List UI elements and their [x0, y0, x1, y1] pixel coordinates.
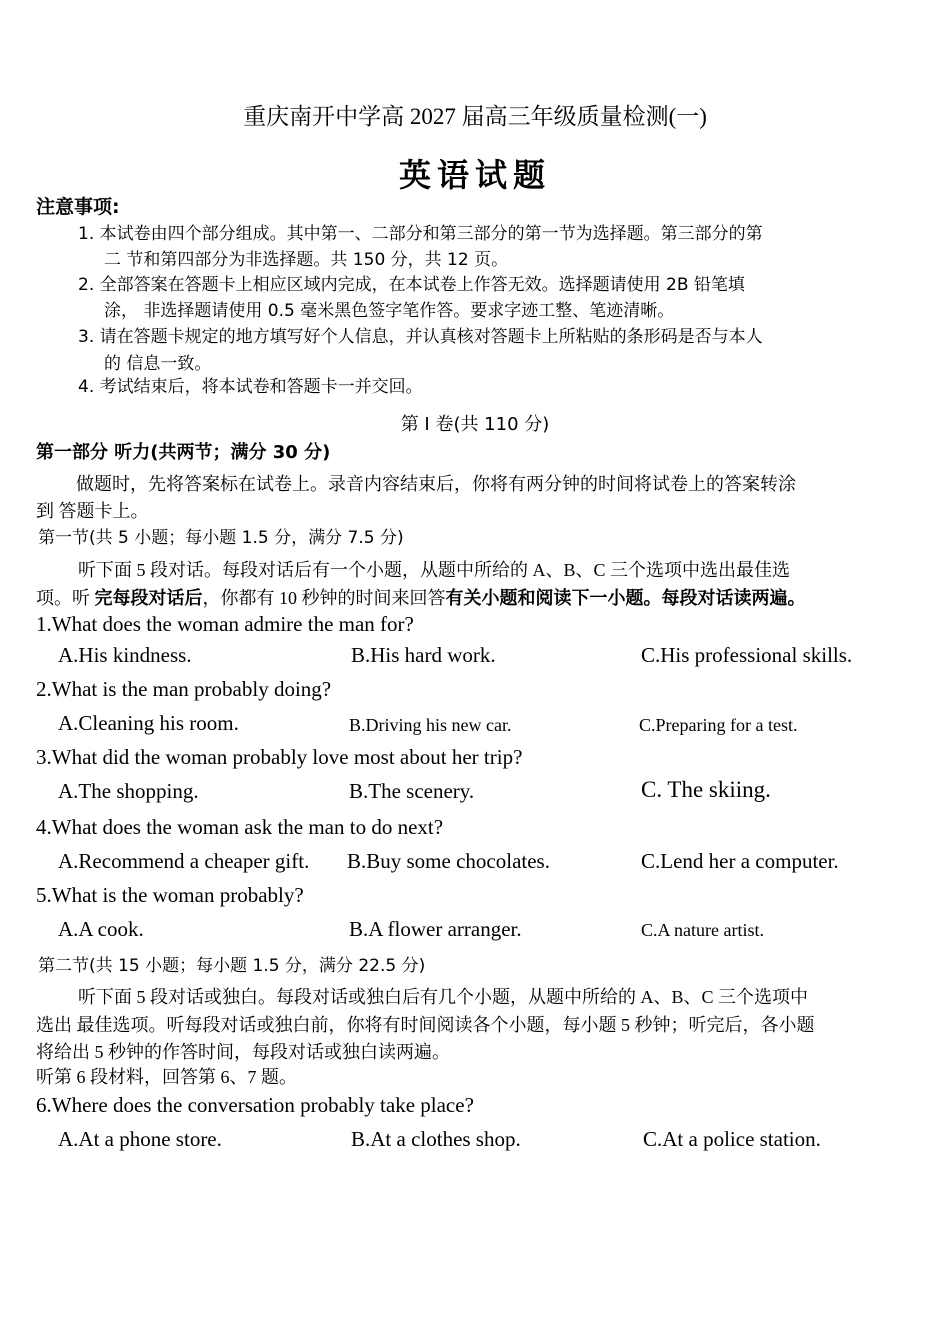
notice-item-1-line1: 1. 本试卷由四个部分组成。其中第一、二部分和第三部分的第一节为选择题。第三部分的第: [78, 224, 763, 244]
notice-heading: 注意事项:: [36, 196, 120, 218]
part1-title: 第一部分 听力(共两节；满分 30 分): [36, 442, 331, 463]
question-6-option-a[interactable]: A.At a phone store.: [58, 1127, 222, 1151]
section2-instr-line3: 将给出 5 秒钟的作答时间，每段对话或独白读两遍。: [36, 1042, 450, 1062]
question-4-option-a[interactable]: A.Recommend a cheaper gift.: [58, 849, 310, 873]
section2-material: 听第 6 段材料，回答第 6、7 题。: [36, 1067, 297, 1087]
question-5-option-a[interactable]: A.A cook.: [58, 917, 144, 941]
notice-item-2-line1: 2. 全部答案在答题卡上相应区域内完成，在本试卷上作答无效。选择题请使用 2B 铅笔填: [78, 275, 745, 295]
question-6-stem: 6.Where does the conversation probably take place?: [36, 1093, 474, 1117]
question-4-stem: 4.What does the woman ask the man to do next?: [36, 815, 444, 839]
question-1-option-c[interactable]: C.His professional skills.: [641, 643, 853, 667]
question-3-option-a[interactable]: A.The shopping.: [58, 779, 199, 803]
volume-title: 第 I 卷(共 110 分): [400, 414, 550, 435]
section1-instr-part-d: 有关小题和阅读下一小题。每段对话读两遍。: [445, 588, 806, 608]
section1-instr-line2: [36, 584, 806, 610]
section1-instr-part-a: 项。听: [36, 588, 95, 608]
exam-title: 重庆南开中学高 2027 届高三年级质量检测(一): [243, 104, 707, 129]
question-1-option-b[interactable]: B.His hard work.: [351, 643, 496, 667]
question-6-option-c[interactable]: C.At a police station.: [643, 1127, 821, 1151]
subject-title: 英语试题: [398, 156, 551, 194]
notice-item-3-line1: 3. 请在答题卡规定的地方填写好个人信息，并认真核对答题卡上所粘贴的条形码是否与本人: [78, 327, 763, 347]
question-3-option-c[interactable]: C. The skiing.: [641, 777, 771, 802]
notice-item-2-line2: 涂， 非选择题请使用 0.5 毫米黑色签字笔作答。要求字迹工整、笔迹清晰。: [104, 301, 675, 321]
question-6-option-b[interactable]: B.At a clothes shop.: [351, 1127, 521, 1151]
question-1-stem: 1.What does the woman admire the man for?: [36, 612, 414, 636]
question-2-stem: 2.What is the man probably doing?: [36, 677, 332, 701]
question-1-option-a[interactable]: A.His kindness.: [58, 643, 192, 667]
section1-instr-part-b: 完每段对话后: [94, 588, 203, 608]
notice-item-4-line1: 4. 考试结束后，将本试卷和答题卡一并交回。: [78, 377, 423, 397]
question-5-stem: 5.What is the woman probably?: [36, 883, 304, 907]
notice-item-3-line2: 的 信息一致。: [104, 354, 212, 374]
section2-instr-line2: 选出 最佳选项。听每段对话或独白前，你将有时间阅读各个小题，每小题 5 秒钟；听完后，各小题: [36, 1015, 815, 1035]
section1-title: 第一节(共 5 小题；每小题 1.5 分，满分 7.5 分): [38, 528, 404, 548]
question-2-option-b[interactable]: B.Driving his new car.: [349, 715, 512, 735]
section1-instr-part-c: ，你都有 10 秒钟的时间来回答: [202, 588, 446, 608]
section1-instr-line1: 听下面 5 段对话。每段对话后有一个小题，从题中所给的 A、B、C 三个选项中选出最佳选: [78, 560, 791, 580]
question-5-option-c[interactable]: C.A nature artist.: [641, 920, 764, 940]
question-5-option-b[interactable]: B.A flower arranger.: [349, 917, 522, 941]
question-4-option-c[interactable]: C.Lend her a computer.: [641, 849, 839, 873]
section2-title: 第二节(共 15 小题；每小题 1.5 分，满分 22.5 分): [38, 956, 426, 976]
section2-instr-line1: 听下面 5 段对话或独白。每段对话或独白后有几个小题，从题中所给的 A、B、C 三个选项中: [78, 987, 809, 1007]
question-4-option-b[interactable]: B.Buy some chocolates.: [347, 849, 550, 873]
part1-intro-line2: 到 答题卡上。: [36, 501, 149, 521]
question-3-option-b[interactable]: B.The scenery.: [349, 779, 475, 803]
part1-intro-line1: 做题时，先将答案标在试卷上。录音内容结束后，你将有两分钟的时间将试卷上的答案转涂: [76, 474, 796, 494]
question-2-option-c[interactable]: C.Preparing for a test.: [639, 715, 798, 735]
question-3-stem: 3.What did the woman probably love most about her trip?: [36, 745, 523, 769]
question-2-option-a[interactable]: A.Cleaning his room.: [58, 711, 239, 735]
notice-item-1-line2: 二 节和第四部分为非选择题。共 150 分，共 12 页。: [104, 250, 509, 270]
